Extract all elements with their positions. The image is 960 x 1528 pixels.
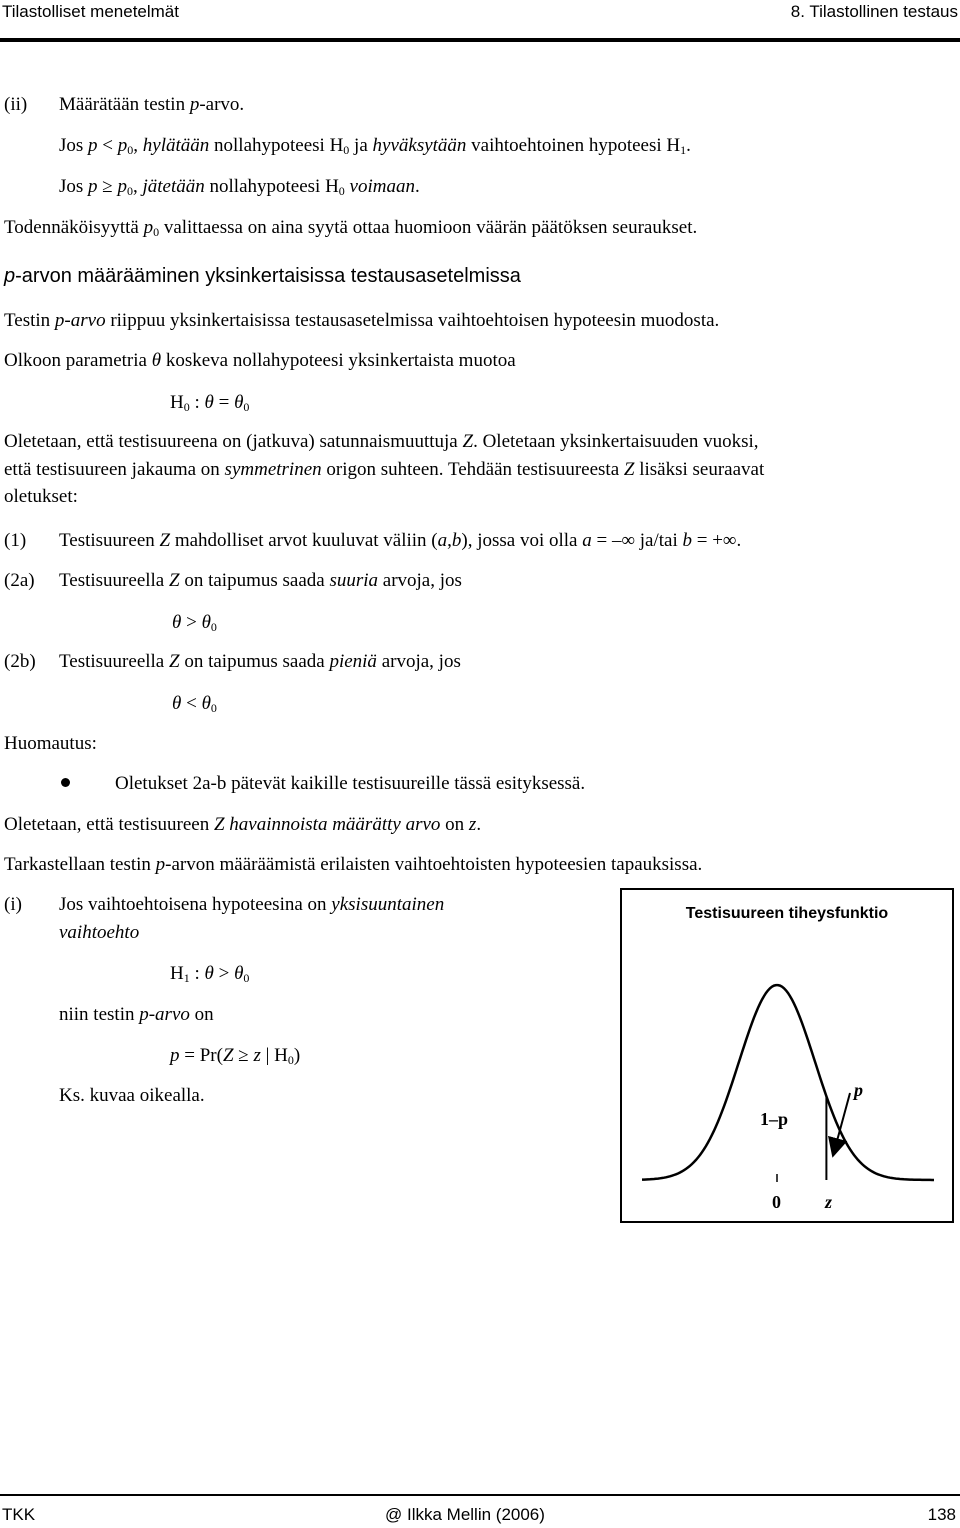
item-2b-text: Testisuureella Z on taipumus saada pieniä arvoja, jos (59, 651, 461, 672)
para-4: Oletetaan, että testisuureen Z havainnoista määrätty arvo on z. (4, 814, 482, 835)
item-1-text: Testisuureen Z mahdolliset arvot kuuluvat väliin (a,b), jossa voi olla a = –∞ ja/tai b = +∞. (59, 530, 742, 551)
header-left: Tilastolliset menetelmät (2, 2, 179, 21)
para-1: Testin p-arvo riippuu yksinkertaisissa testausasetelmissa vaihtoehtoisen hypoteesin muodosta. (4, 310, 720, 331)
item-i-line3: niin testin p-arvo on (59, 1004, 214, 1025)
figure-title: Testisuureen tiheysfunktio (685, 905, 889, 922)
para-3-line3: oletukset: (4, 486, 78, 507)
footer-center: @ Ilkka Mellin (2006) (385, 1505, 545, 1524)
density-curve (642, 985, 934, 1180)
header-rule (0, 38, 960, 42)
item-2b-label: (2b) (4, 651, 36, 672)
note-line: Todennäköisyyttä $p_0$ valittaessa on aina syytä ottaa huomioon väärän päätöksen seuraukset. (4, 217, 698, 239)
density-plot (622, 890, 952, 1221)
para-3-line1: Oletetaan, että testisuureena on (jatkuva) satunnaismuuttuja Z. Oletetaan yksinkertaisuuden vuoksi, (4, 431, 759, 452)
section-ii-line3: Jos $p \ge p_0$, jätetään nollahypoteesi $H_0$ voimaan. (59, 176, 420, 198)
label-p: p (854, 1080, 863, 1100)
label-z: z (825, 1192, 833, 1212)
density-figure (620, 888, 954, 1223)
footer-right: 138 (927, 1505, 956, 1524)
footer-left: TKK (2, 1505, 36, 1524)
remark-label: Huomautus: (4, 733, 97, 754)
header-right: 8. Tilastollinen testaus (790, 2, 958, 21)
item-2b-equation: $\theta < \theta_0$ (172, 693, 217, 715)
section-heading: p-arvon määrääminen yksinkertaisissa testausasetelmissa (4, 265, 521, 287)
null-hypothesis-equation: $H_0$ : $\theta = \theta_0$ (170, 392, 250, 414)
section-ii-line2: Jos $p < p_0$, hylätään nollahypoteesi $H_0$ ja hyväksytään vaihtoehtoinen hypoteesi $H_1$. (59, 135, 691, 157)
para-3-line2: että testisuureen jakauma on symmetrinen origon suhteen. Tehdään testisuureesta Z lisäksi seuraavat (4, 459, 765, 480)
item-2a-label: (2a) (4, 570, 35, 591)
remark-bullet-text: Oletukset 2a-b pätevät kaikille testisuureille tässä esityksessä. (115, 773, 586, 794)
para-2: Olkoon parametria θ koskeva nollahypoteesi yksinkertaista muotoa (4, 350, 516, 371)
item-i-line1: Jos vaihtoehtoisena hypoteesina on yksisuuntainen (59, 894, 445, 915)
item-1-label: (1) (4, 530, 27, 551)
footer-rule (0, 1494, 960, 1496)
item-i-line2: vaihtoehto (59, 922, 140, 943)
item-2a-equation: $\theta > \theta_0$ (172, 612, 217, 634)
section-ii-line1: Määrätään testin p-arvo. (59, 94, 245, 115)
label-1-minus-p: 1–p (760, 1109, 789, 1129)
alt-hypothesis-equation: $H_1$ : $\theta > \theta_0$ (170, 963, 250, 985)
section-ii-label: (ii) (4, 94, 28, 115)
p-value-equation: p = Pr(Z ≥ z | $H_0$) (170, 1045, 301, 1067)
bullet-icon (61, 778, 70, 787)
item-i-label: (i) (4, 894, 22, 915)
item-2a-text: Testisuureella Z on taipumus saada suuria arvoja, jos (59, 570, 462, 591)
para-5: Tarkastellaan testin p-arvon määräämistä erilaisten vaihtoehtoisten hypoteesien tapauksissa. (4, 854, 703, 875)
label-zero: 0 (772, 1192, 781, 1212)
item-i-line4: Ks. kuvaa oikealla. (59, 1085, 205, 1106)
